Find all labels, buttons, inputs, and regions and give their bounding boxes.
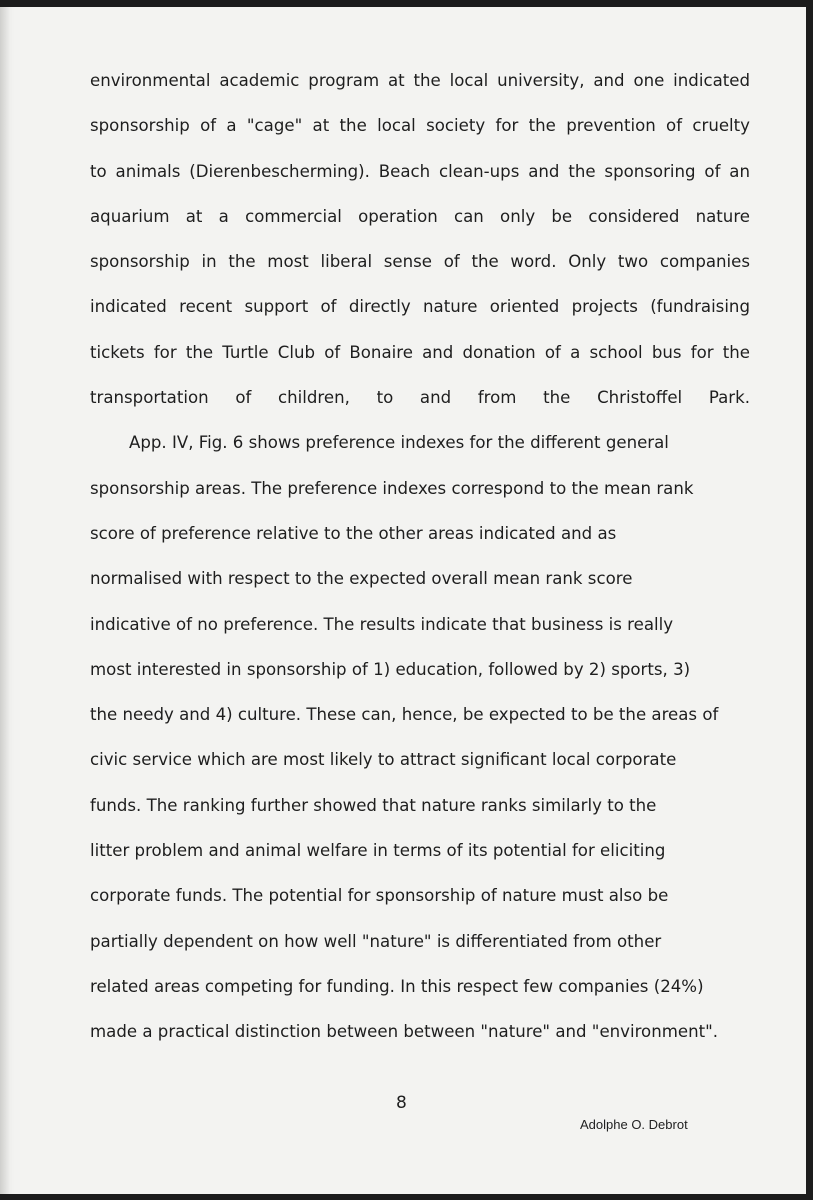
- text-line: to animals (Dierenbescherming). Beach clean-ups and the sponsoring of an: [90, 161, 750, 181]
- text-line: sponsorship in the most liberal sense of the word. Only two companies: [90, 252, 750, 272]
- text-line: made a practical distinction between between "nature" and "environment".: [90, 1022, 719, 1042]
- text-line: most interested in sponsorship of 1) education, followed by 2) sports, 3): [90, 659, 691, 679]
- text-line: aquarium at a commercial operation can only be considered nature: [90, 206, 750, 226]
- text-line: indicated recent support of directly nature oriented projects (fundraising: [90, 297, 750, 317]
- text-line: transportation of children, to and from the Christoffel Park.: [90, 388, 750, 408]
- text-line: sponsorship areas. The preference indexes correspond to the mean rank: [90, 478, 694, 498]
- text-line: civic service which are most likely to attract significant local corporate: [90, 750, 677, 770]
- text-line: score of preference relative to the other areas indicated and as: [90, 523, 617, 543]
- author-name: Adolphe O. Debrot: [580, 1117, 688, 1132]
- text-line: litter problem and animal welfare in terms of its potential for eliciting: [90, 841, 666, 861]
- text-line: tickets for the Turtle Club of Bonaire and donation of a school bus for the: [90, 342, 750, 362]
- paragraph-1: [90, 58, 750, 420]
- text-line: corporate funds. The potential for sponsorship of nature must also be: [90, 886, 669, 906]
- body-text: [90, 58, 750, 1055]
- text-line: related areas competing for funding. In this respect few companies (24%): [90, 976, 704, 996]
- text-line: the needy and 4) culture. These can, hence, be expected to be the areas of: [90, 705, 719, 725]
- text-line: funds. The ranking further showed that nature ranks similarly to the: [90, 795, 657, 815]
- text-line: partially dependent on how well "nature" is differentiated from other: [90, 931, 662, 951]
- text-line: sponsorship of a "cage" at the local society for the prevention of cruelty: [90, 116, 750, 136]
- text-line: environmental academic program at the local university, and one indicated: [90, 71, 750, 90]
- paragraph-2: [90, 420, 750, 1054]
- page-number: 8: [396, 1093, 407, 1113]
- text-line: indicative of no preference. The results indicate that business is really: [90, 614, 674, 634]
- page-binding-shadow: [0, 7, 10, 1194]
- text-line: App. IV, Fig. 6 shows preference indexes for the different general: [129, 433, 669, 453]
- text-line: normalised with respect to the expected overall mean rank score: [90, 569, 633, 589]
